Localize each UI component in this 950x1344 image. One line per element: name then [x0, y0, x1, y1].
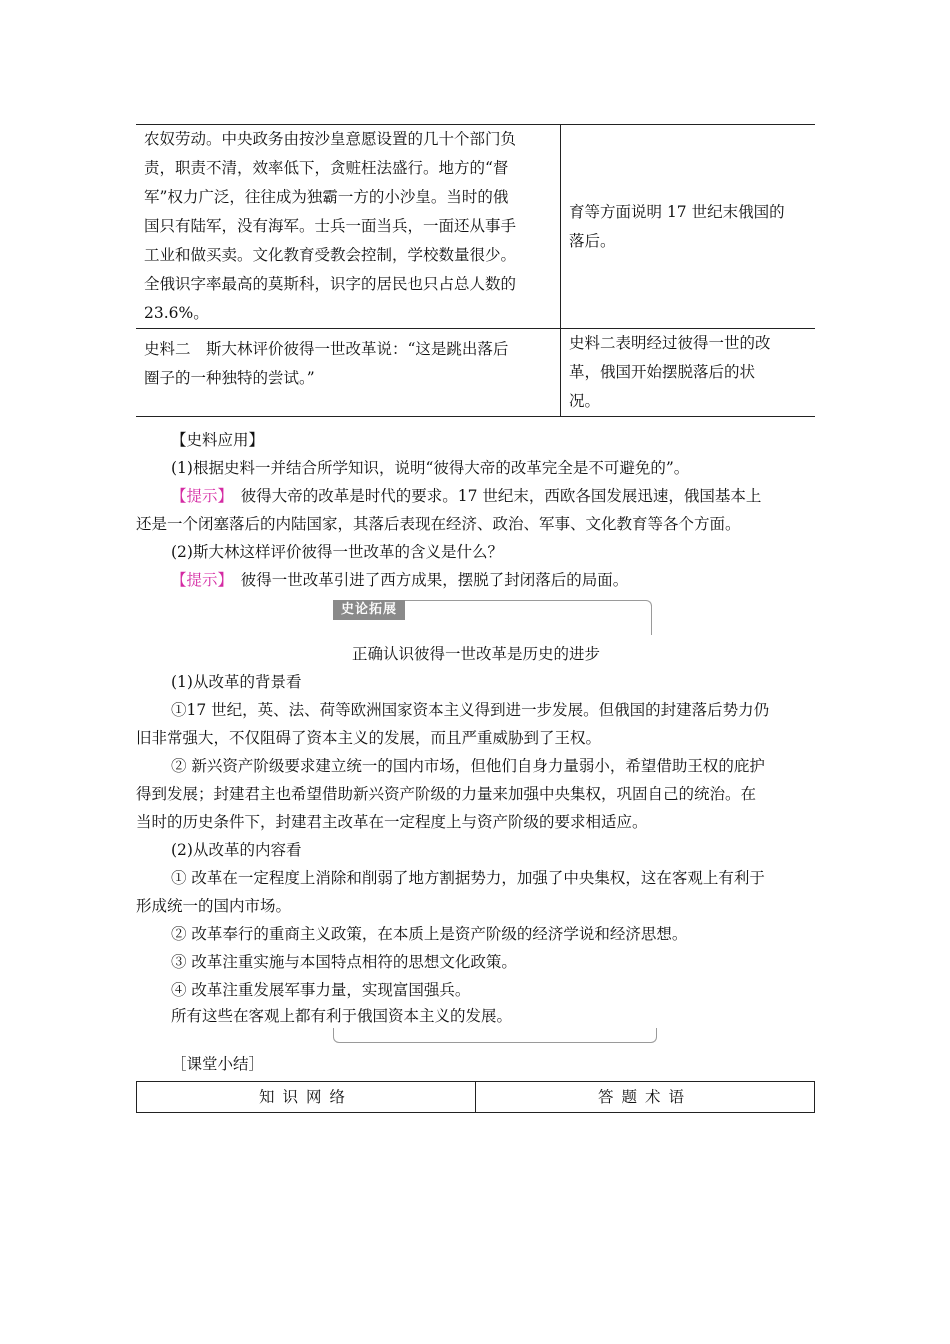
extension-title: 正确认识彼得一世改革是历史的进步 [351, 645, 600, 663]
source-one-cell [136, 125, 561, 329]
paragraph: ① 改革在一定程度上消除和削弱了地方割据势力，加强了中央集权，这在客观上有利于 [171, 869, 765, 887]
answer-terms-header: 答题术语 [476, 1082, 815, 1113]
answer-two [136, 566, 816, 594]
table-row [136, 329, 815, 417]
tip-label: 【提示】 [171, 487, 226, 505]
conclusion: 所有这些在客观上都有利于俄国资本主义的发展。 [171, 1007, 513, 1025]
text-line: 育等方面说明 17 世纪末俄国的 [569, 202, 785, 221]
table-row [137, 1082, 815, 1113]
application-heading: 【史料应用】 [171, 431, 265, 449]
answer-one [136, 482, 816, 510]
question-two: (2)斯大林这样评价彼得一世改革的含义是什么？ [171, 543, 503, 561]
text-line: 全俄识字率最高的莫斯科，识字的居民也只占总人数的 [144, 275, 517, 293]
paragraph-continued: 形成统一的国内市场。 [136, 897, 292, 915]
knowledge-network-header: 知识网络 [137, 1082, 476, 1113]
source-two-analysis-cell [561, 329, 815, 417]
banner-label: 史论拓展 [333, 600, 405, 620]
text-line: 落后。 [569, 231, 616, 250]
text-line: 农奴劳动。中央政务由按沙皇意愿设置的几十个部门负 [144, 130, 517, 148]
text-line: 史料二 斯大林评价彼得一世改革说：“这是跳出落后 [144, 340, 509, 358]
tip-label: 【提示】 [171, 571, 226, 589]
answer-text: 彼得一世改革引进了西方成果，摆脱了封闭落后的局面。 [225, 571, 629, 589]
paragraph: ③ 改革注重实施与本国特点相符的思想文化政策。 [171, 953, 517, 971]
extension-banner [333, 600, 655, 634]
answer-text: 彼得大帝的改革是时代的要求。17 世纪末，西欧各国发展迅速，俄国基本上 [225, 487, 762, 505]
paragraph: ② 改革奉行的重商主义政策，在本质上是资产阶级的经济学说和经济思想。 [171, 925, 688, 943]
table-row [136, 125, 815, 329]
text-line: 军”权力广泛，往往成为独霸一方的小沙皇。当时的俄 [144, 188, 509, 206]
source-table [136, 124, 815, 417]
answer-one-continued: 还是一个闭塞落后的内陆国家，其落后表现在经济、政治、军事、文化教育等各个方面。 [136, 515, 741, 533]
text-line: 国只有陆军，没有海军。士兵一面当兵，一面还从事手 [144, 217, 517, 235]
text-line: 况。 [569, 392, 601, 410]
paragraph-continued: 得到发展；封建君主也希望借助新兴资产阶级的力量来加强中央集权，巩固自己的统治。在 [136, 785, 757, 803]
section-heading: (2)从改革的内容看 [171, 841, 302, 859]
paragraph-continued: 旧非常强大，不仅阻碍了资本主义的发展，而且严重威胁到了王权。 [136, 729, 602, 747]
text-line: 工业和做买卖。文化教育受教会控制，学校数量很少。 [144, 246, 517, 264]
text-line: 责，职责不清，效率低下，贪赃枉法盛行。地方的“督 [144, 159, 509, 177]
summary-table [136, 1081, 815, 1113]
source-one-analysis-cell [561, 125, 815, 329]
paragraph: ④ 改革注重发展军事力量，实现富国强兵。 [171, 981, 471, 999]
source-two-cell [136, 329, 561, 417]
summary-heading: ［课堂小结］ [171, 1055, 265, 1073]
paragraph-continued: 当时的历史条件下，封建君主改革在一定程度上与资产阶级的要求相适应。 [136, 813, 648, 831]
text-line: 革，俄国开始摆脱落后的状 [569, 363, 756, 381]
question-one: (1)根据史料一并结合所学知识，说明“彼得大帝的改革完全是不可避免的”。 [171, 459, 690, 477]
extension-frame-bottom [333, 1028, 657, 1043]
section-heading: (1)从改革的背景看 [171, 673, 302, 691]
text-line: 史料二表明经过彼得一世的改 [569, 334, 771, 352]
text-line: 圈子的一种独特的尝试。” [144, 369, 315, 387]
text-line: 23.6%。 [144, 304, 209, 322]
paragraph: ② 新兴资产阶级要求建立统一的国内市场，但他们自身力量弱小，希望借助王权的庇护 [171, 757, 765, 775]
paragraph: ①17 世纪，英、法、荷等欧洲国家资本主义得到进一步发展。但俄国的封建落后势力仍 [171, 701, 770, 719]
